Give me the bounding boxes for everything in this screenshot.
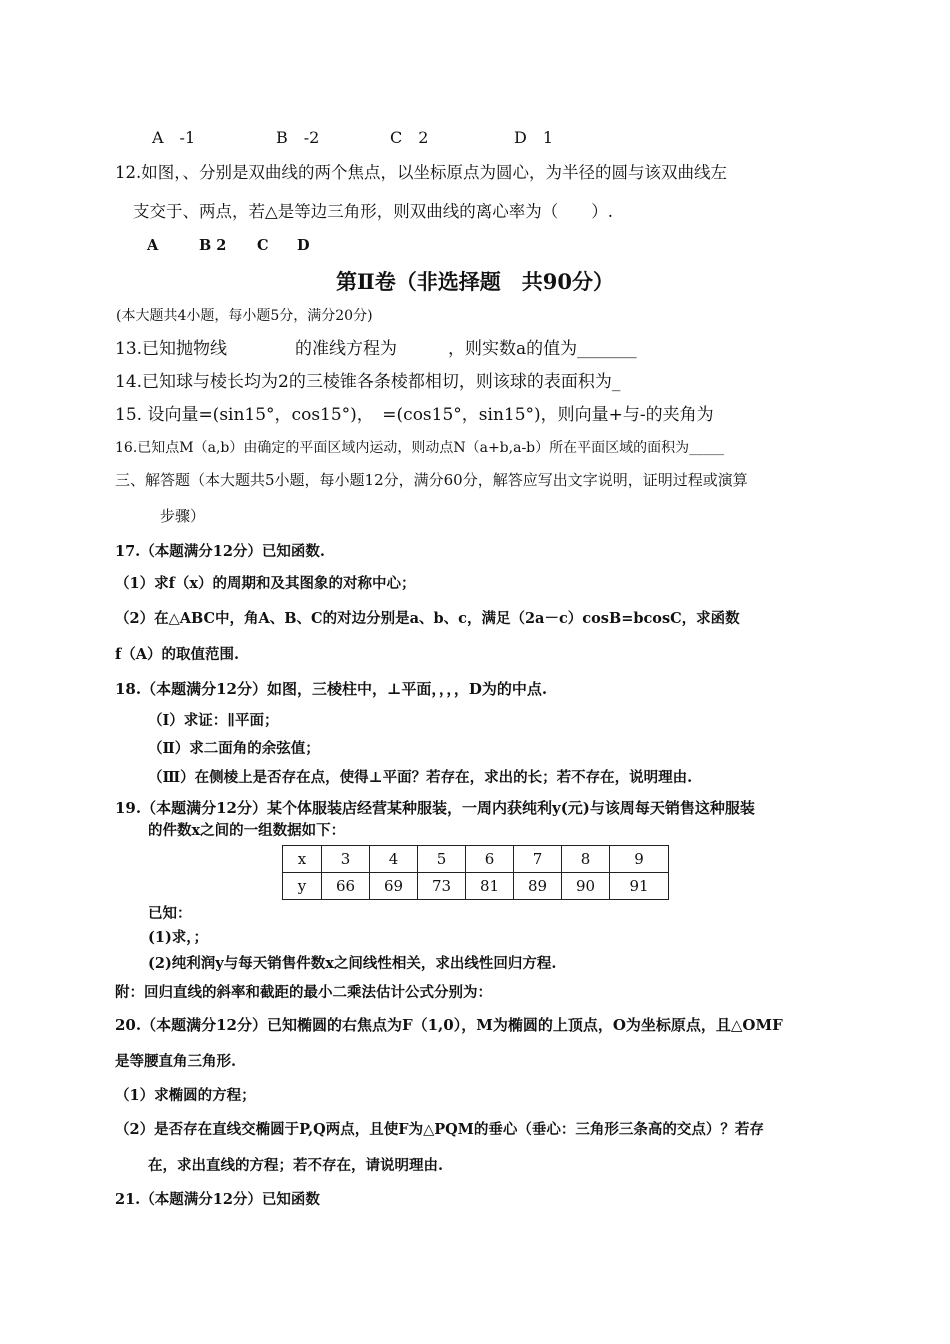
table-cell: 81 [466, 873, 514, 900]
q12-option-d: D [297, 237, 310, 254]
q11-option-c: C 2 [390, 128, 429, 147]
q19-head: 19.（本题满分12分）某个体服装店经营某种服装，一周内获纯利y(元)与该周每天销售这种服装 [115, 799, 755, 817]
q18-part-2: （Ⅱ）求二面角的余弦值； [148, 740, 320, 757]
q12-option-c: C [257, 237, 269, 254]
q17-part-3: f（A）的取值范围. [115, 646, 240, 663]
section-2-intro: (本大题共4小题，每小题5分，满分20分) [116, 308, 373, 324]
q12-option-b: B 2 [199, 237, 227, 254]
q19-data-table [282, 845, 669, 900]
q12-option-a: A [147, 237, 159, 254]
q12-options [147, 236, 310, 256]
q11-option-a: A -1 [152, 128, 196, 147]
q11-options [152, 128, 553, 148]
q17-part-1: （1）求f（x）的周期和及其图象的对称中心； [115, 575, 416, 592]
table-cell: 3 [322, 846, 370, 873]
table-cell: x [283, 846, 322, 873]
q19-head-2: 的件数x之间的一组数据如下： [148, 822, 346, 839]
q14: 14.已知球与棱长均为2的三棱锥各条棱都相切，则该球的表面积为_ [115, 372, 621, 392]
q19-note: 附：回归直线的斜率和截距的最小二乘法估计公式分别为： [115, 984, 492, 1001]
q17-part-2: （2）在△ABC中，角A、B、C的对边分别是a、b、c，满足（2a－c）cosB=bcosC，求函数 [115, 610, 740, 627]
table-cell: 4 [370, 846, 418, 873]
table-cell: 69 [370, 873, 418, 900]
q11-option-d: D 1 [514, 128, 554, 147]
section-3-line-2: 步骤） [160, 507, 206, 525]
q20-part-1: （1）求椭圆的方程； [115, 1087, 256, 1104]
q20-head: 20.（本题满分12分）已知椭圆的右焦点为F（1,0），M为椭圆的上顶点，O为坐标原点，且△OMF [115, 1016, 783, 1034]
q12-line-2: 支交于、两点，若△是等边三角形，则双曲线的离心率为（ ）. [133, 202, 613, 221]
table-cell: 73 [418, 873, 466, 900]
q17-head: 17.（本题满分12分）已知函数. [115, 543, 325, 560]
table-cell: 90 [562, 873, 610, 900]
q18-part-1: （Ⅰ）求证：∥平面； [148, 712, 279, 729]
table-cell: 8 [562, 846, 610, 873]
table-cell: 91 [610, 873, 669, 900]
section-3-line-1: 三、解答题（本大题共5小题，每小题12分，满分60分，解答应写出文字说明，证明过程或演算 [115, 471, 748, 489]
table-cell: 9 [610, 846, 669, 873]
table-cell: 66 [322, 873, 370, 900]
q19-part-2: (2)纯利润y与每天销售件数x之间线性相关，求出线性回归方程. [148, 955, 557, 972]
table-row [283, 846, 669, 873]
q20-part-3: 在，求出直线的方程；若不存在，请说明理由. [148, 1157, 444, 1174]
q12-line-1: 12.如图，、分别是双曲线的两个焦点，以坐标原点为圆心，为半径的圆与该双曲线左 [115, 163, 727, 182]
q15: 15. 设向量=(sin15°，cos15°)， =(cos15°，sin15°)，则向量+与-的夹角为 [115, 405, 714, 425]
table-cell: 5 [418, 846, 466, 873]
q16: 16.已知点M（a,b）由确定的平面区域内运动，则动点N（a+b,a-b）所在平面区域的面积为_____ [115, 440, 725, 456]
section-2-title: 第Ⅱ卷（非选择题 共90分） [336, 269, 614, 294]
q20-part-2: （2）是否存在直线交椭圆于P,Q两点，且使F为△PQM的垂心（垂心：三角形三条高的交点）？若存 [115, 1121, 764, 1138]
q11-option-b: B -2 [276, 128, 320, 147]
q18-part-3: （Ⅲ）在侧棱上是否存在点，使得⊥平面？若存在，求出的长；若不存在，说明理由. [148, 769, 693, 786]
table-cell: 7 [514, 846, 562, 873]
table-cell: y [283, 873, 322, 900]
q13: 13.已知抛物线 的准线方程为 ，则实数a的值为_______ [115, 339, 637, 359]
q21-head: 21.（本题满分12分）已知函数 [115, 1191, 320, 1208]
q19-part-1: (1)求，； [148, 929, 209, 946]
q18-head: 18.（本题满分12分）如图，三棱柱中，⊥平面，，，，D为的中点. [115, 680, 548, 698]
q20-head-2: 是等腰直角三角形. [115, 1053, 237, 1070]
table-row [283, 873, 669, 900]
table-cell: 89 [514, 873, 562, 900]
q19-known: 已知： [148, 905, 192, 922]
table-cell: 6 [466, 846, 514, 873]
